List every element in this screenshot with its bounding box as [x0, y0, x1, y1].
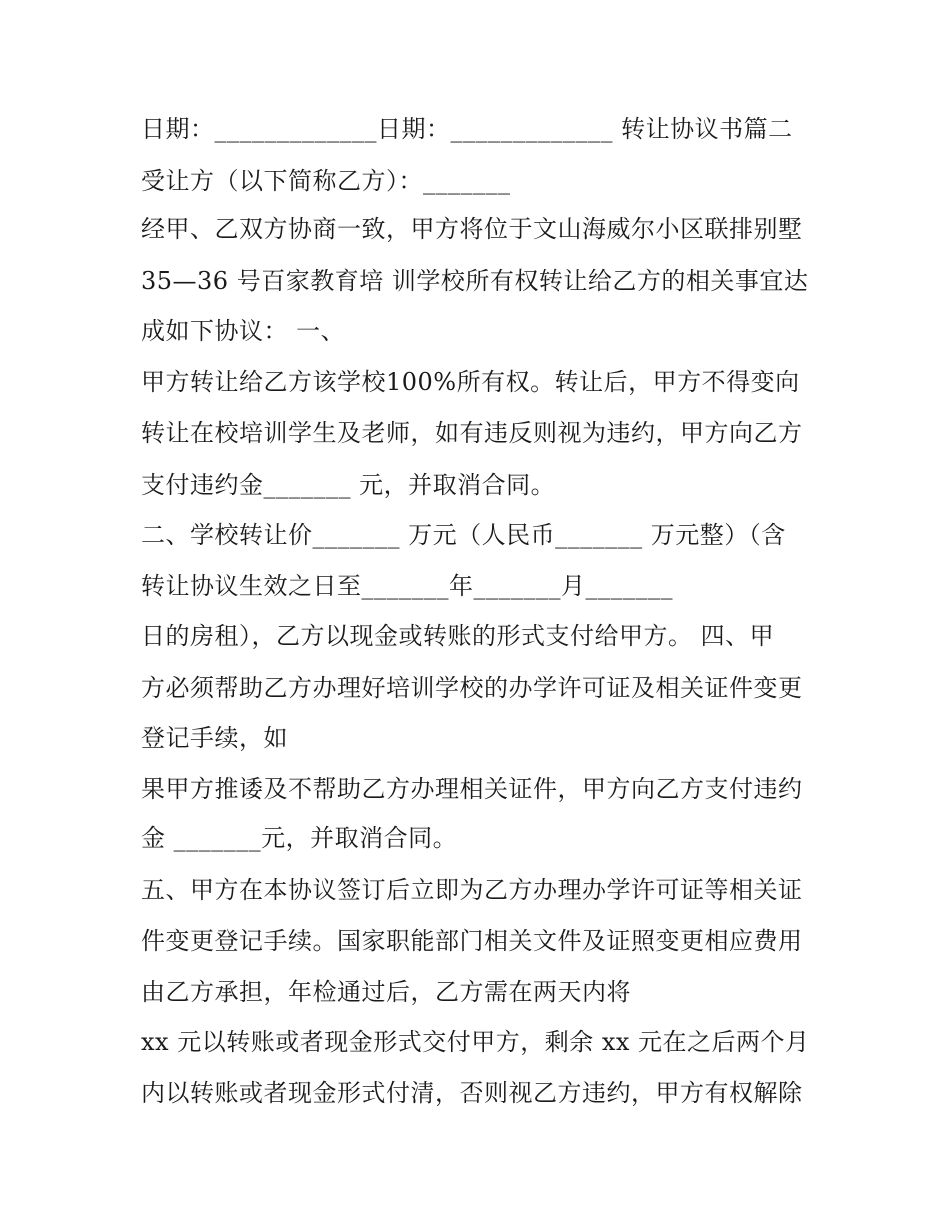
text-line: 甲方转让给乙方该学校100%所有权。转让后，甲方不得变向 — [141, 368, 800, 396]
text-line: 受让方（以下简称乙方）：_______ — [141, 167, 511, 195]
text-line: 转让在校培训学生及老师，如有违反则视为违约，甲方向乙方 — [141, 419, 803, 447]
text-line: 成如下协议： 一、 — [141, 317, 346, 345]
text-line: 二、学校转让价_______ 万元（人民币_______ 万元整）（含 — [141, 521, 786, 549]
text-line: 35—36 号百家教育培 训学校所有权转让给乙方的相关事宜达 — [141, 267, 809, 295]
text-line: 日期：_____________日期：_____________ 转让协议书篇二 — [141, 115, 793, 143]
text-line: 五、甲方在本协议签订后立即为乙方办理办学许可证等相关证 — [141, 876, 803, 904]
text-line: 果甲方推诿及不帮助乙方办理相关证件，甲方向乙方支付违约 — [141, 775, 803, 803]
text-line: 方必须帮助乙方办理好培训学校的办学许可证及相关证件变更 — [141, 674, 803, 702]
text-line: 内以转账或者现金形式付清，否则视乙方违约，甲方有权解除 — [141, 1079, 803, 1107]
text-line: 件变更登记手续。国家职能部门相关文件及证照变更相应费用 — [141, 927, 803, 955]
text-line: 支付违约金_______ 元，并取消合同。 — [141, 471, 556, 499]
text-line: 登记手续，如 — [141, 724, 288, 752]
text-line: xx 元以转账或者现金形式交付甲方，剩余 xx 元在之后两个月 — [141, 1028, 810, 1056]
text-line: 由乙方承担，年检通过后，乙方需在两天内将 — [141, 978, 631, 1006]
text-line: 金 _______元，并取消合同。 — [141, 824, 458, 852]
text-line: 转让协议生效之日至_______年_______月_______ — [141, 572, 673, 600]
text-line: 日的房租），乙方以现金或转账的形式支付给甲方。 四、甲 — [141, 622, 775, 650]
text-line: 经甲、乙双方协商一致，甲方将位于文山海威尔小区联排别墅 — [141, 215, 803, 243]
